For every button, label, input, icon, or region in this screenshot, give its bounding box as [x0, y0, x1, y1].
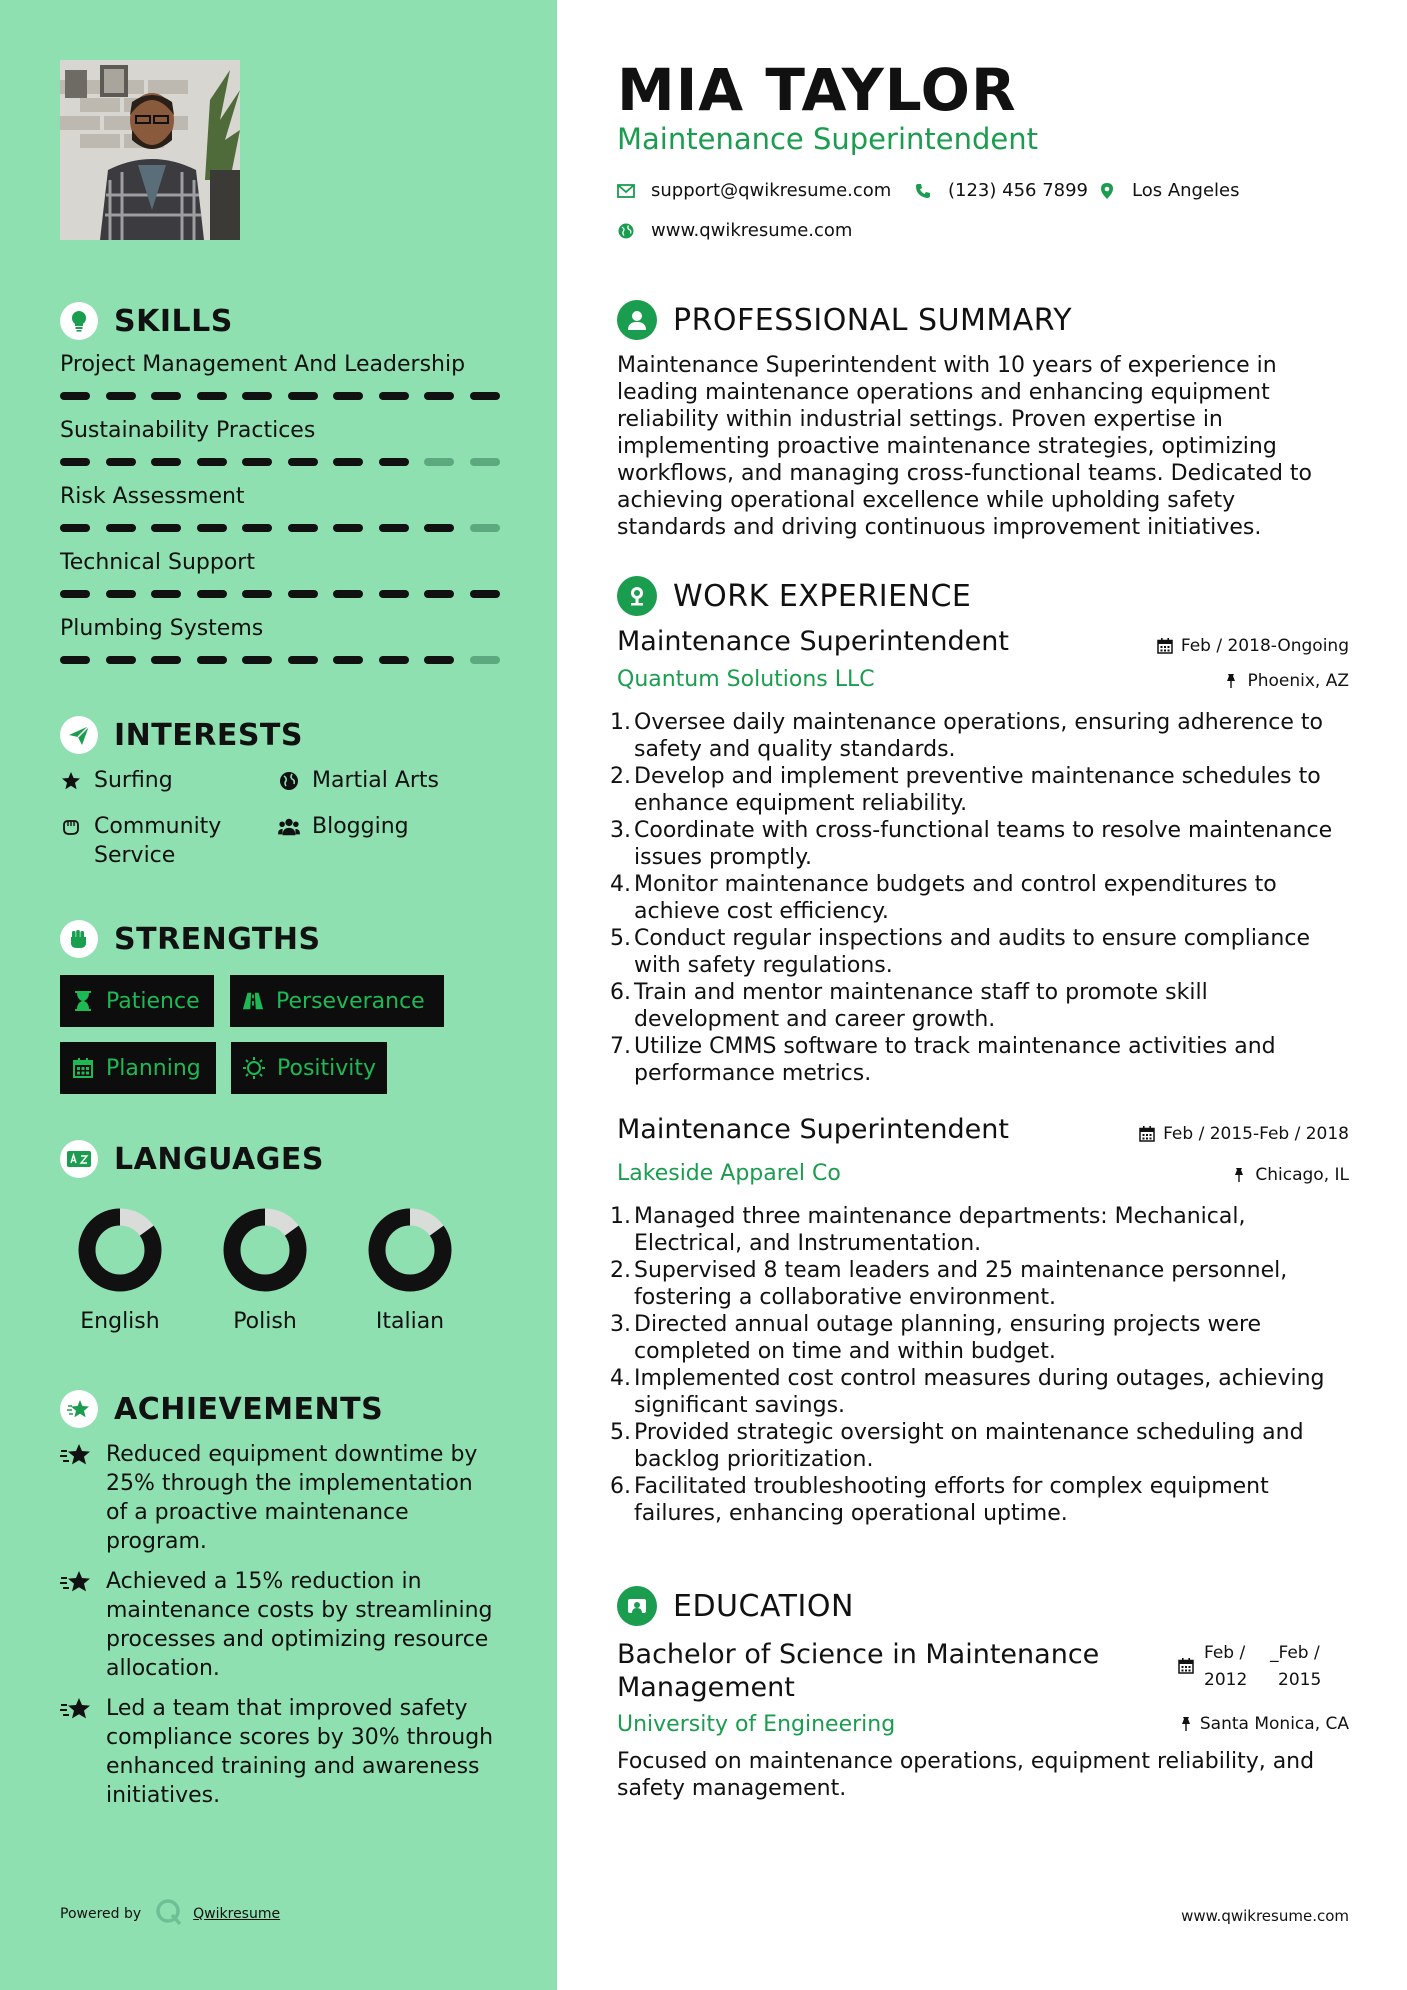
powered-by: [60, 1898, 280, 1930]
education-location-text: Santa Monica, CA: [1199, 1714, 1349, 1734]
language-gauge: [75, 1205, 165, 1295]
duty-number: 1.: [610, 710, 631, 735]
skill-segment-filled: [151, 458, 181, 466]
job-location: [1223, 671, 1349, 691]
skill-rating-bar: [60, 656, 500, 664]
envelope-icon: [617, 182, 635, 200]
job-dates-text: Feb / 2015-Feb / 2018: [1163, 1124, 1349, 1144]
skill-segment-filled: [379, 656, 409, 664]
skill-segment-filled: [106, 590, 136, 598]
duty-number: 3.: [610, 818, 631, 843]
duty-item: [610, 1419, 1350, 1473]
duty-item: [610, 1473, 1350, 1527]
duty-item: [610, 979, 1350, 1033]
skill-segment-filled: [424, 524, 454, 532]
phone-text[interactable]: (123) 456 7899: [948, 180, 1089, 201]
achievements-title: ACHIEVEMENTS: [114, 1391, 384, 1427]
duty-list: [610, 709, 1350, 1087]
job-title: Maintenance Superintendent: [617, 626, 1009, 657]
skill-segment-filled: [106, 458, 136, 466]
graduation-icon: [617, 1586, 657, 1626]
sun-icon: [243, 1057, 265, 1079]
job-dates-text: Feb / 2018-Ongoing: [1180, 636, 1349, 656]
start-month: Feb /: [1204, 1643, 1246, 1663]
skill-segment-filled: [60, 458, 90, 466]
interest-label: Blogging: [312, 814, 409, 839]
duty-text: Implemented cost control measures during outages, achieving significant savings.: [634, 1366, 1325, 1418]
strength-label: Perseverance: [276, 988, 425, 1014]
language-label: Polish: [233, 1309, 297, 1334]
skill-segment-filled: [197, 524, 227, 532]
calendar-icon: [1178, 1640, 1194, 1694]
skill-segment-filled: [197, 458, 227, 466]
paper-plane-icon: [60, 716, 98, 754]
duty-item: [610, 709, 1350, 763]
interest-item: [278, 812, 409, 841]
skill-rating-bar: [60, 590, 500, 598]
skill-segment-filled: [242, 524, 272, 532]
duty-item: [610, 1365, 1350, 1419]
footer-website[interactable]: www.qwikresume.com: [1181, 1907, 1349, 1925]
skill-segment-filled: [197, 656, 227, 664]
globe-icon: [278, 766, 300, 795]
strengths-title: STRENGTHS: [114, 921, 321, 957]
location-text: Los Angeles: [1132, 180, 1240, 201]
duty-text: Managed three maintenance departments: Mechanical, Electrical, and Instrumentation.: [634, 1204, 1246, 1256]
skill-segment-filled: [60, 590, 90, 598]
interest-label: Community Service: [94, 814, 222, 868]
users-icon: [278, 812, 300, 841]
strength-label: Planning: [106, 1055, 201, 1081]
skill-rating-bar: [60, 524, 500, 532]
calendar-icon: [72, 1057, 94, 1079]
duty-text: Coordinate with cross-functional teams to resolve maintenance issues promptly.: [634, 818, 1333, 870]
skill-segment-filled: [470, 590, 500, 598]
skills-title: SKILLS: [114, 303, 233, 339]
skill-segment-filled: [151, 524, 181, 532]
achievement-item: [60, 1440, 500, 1556]
skill-segment-filled: [424, 590, 454, 598]
skill-label: Sustainability Practices: [60, 418, 316, 443]
languages-title: LANGUAGES: [114, 1141, 324, 1177]
experience-title: WORK EXPERIENCE: [673, 578, 972, 614]
duty-item: [610, 763, 1350, 817]
strength-tag: [231, 1042, 387, 1094]
skill-segment-filled: [333, 458, 363, 466]
briefcase-icon: [617, 576, 657, 616]
award-star-icon: [60, 1694, 92, 1810]
duty-number: 6.: [610, 980, 631, 1005]
contact-website: [617, 220, 852, 241]
duty-number: 6.: [610, 1474, 631, 1499]
pin-icon: [1223, 673, 1239, 689]
candidate-role: Maintenance Superintendent: [617, 122, 1038, 156]
skill-segment-empty: [470, 524, 500, 532]
duty-item: [610, 925, 1350, 979]
degree-title: Bachelor of Science in Maintenance Management: [617, 1639, 1100, 1703]
duty-item: [610, 1033, 1350, 1087]
skill-label: Plumbing Systems: [60, 616, 264, 641]
contact-email: [617, 180, 891, 201]
skill-segment-filled: [288, 524, 318, 532]
map-pin-icon: [1098, 182, 1116, 200]
duty-text: Directed annual outage planning, ensuring projects were completed on time and within budget.: [634, 1312, 1262, 1364]
duty-number: 5.: [610, 926, 631, 951]
job-title: Maintenance Superintendent: [617, 1114, 1009, 1145]
duty-text: Provided strategic oversight on maintenance scheduling and backlog prioritization.: [634, 1420, 1304, 1472]
language-item: [60, 1205, 180, 1334]
skill-label: Project Management And Leadership: [60, 352, 466, 377]
skill-label: Risk Assessment: [60, 484, 245, 509]
duty-number: 2.: [610, 1258, 631, 1283]
skill-segment-filled: [151, 656, 181, 664]
duty-number: 7.: [610, 1034, 631, 1059]
skill-segment-filled: [151, 590, 181, 598]
education-title: EDUCATION: [673, 1588, 854, 1624]
duty-number: 2.: [610, 764, 631, 789]
contact-location: [1098, 180, 1240, 201]
lightbulb-icon: [60, 302, 98, 340]
powered-by-text: Powered by: [60, 1906, 142, 1922]
pin-icon: [1180, 1716, 1192, 1732]
duty-text: Facilitated troubleshooting efforts for complex equipment failures, enhancing operational uptime.: [634, 1474, 1269, 1526]
duty-text: Conduct regular inspections and audits to ensure compliance with safety regulations.: [634, 926, 1310, 978]
duty-text: Train and mentor maintenance staff to promote skill development and career growth.: [634, 980, 1208, 1032]
skill-segment-filled: [60, 524, 90, 532]
interest-label: Martial Arts: [312, 768, 440, 793]
strengths-heading: [60, 920, 321, 958]
skill-segment-filled: [60, 656, 90, 664]
skill-segment-filled: [333, 590, 363, 598]
award-star-icon: [60, 1440, 92, 1556]
education-start: [1204, 1640, 1260, 1694]
skill-segment-empty: [424, 458, 454, 466]
skill-label: Technical Support: [60, 550, 255, 575]
skill-segment-filled: [379, 458, 409, 466]
skill-segment-filled: [106, 524, 136, 532]
contact-phone: [914, 180, 1088, 201]
skill-segment-filled: [106, 392, 136, 400]
duty-list: [610, 1203, 1350, 1527]
interests-heading: [60, 716, 303, 754]
skill-segment-filled: [106, 656, 136, 664]
skill-segment-filled: [379, 524, 409, 532]
achievement-text: Reduced equipment downtime by 25% through the implementation of a proactive maintenance program.: [106, 1442, 478, 1554]
skill-segment-filled: [470, 392, 500, 400]
languages-heading: [60, 1140, 324, 1178]
language-icon: [60, 1140, 98, 1178]
language-item: [350, 1205, 470, 1334]
award-star-icon: [60, 1390, 98, 1428]
education-description: Focused on maintenance operations, equipment reliability, and safety management.: [617, 1749, 1315, 1801]
duty-item: [610, 1203, 1350, 1257]
duty-number: 4.: [610, 872, 631, 897]
qwikresume-link[interactable]: Qwikresume: [193, 1906, 281, 1922]
star-icon: [60, 766, 82, 795]
duty-number: 4.: [610, 1366, 631, 1391]
job-dates: [1139, 1124, 1349, 1144]
language-label: Italian: [375, 1309, 445, 1334]
skill-segment-filled: [242, 656, 272, 664]
strength-tag: [60, 975, 214, 1027]
skill-segment-filled: [288, 656, 318, 664]
company-name: Lakeside Apparel Co: [617, 1161, 841, 1186]
skill-segment-empty: [470, 656, 500, 664]
skill-rating-bar: [60, 458, 500, 466]
duty-item: [610, 817, 1350, 871]
education-dates: [1178, 1640, 1321, 1694]
skill-segment-filled: [242, 590, 272, 598]
duty-number: 3.: [610, 1312, 631, 1337]
skill-segment-filled: [151, 392, 181, 400]
skill-segment-filled: [379, 590, 409, 598]
user-icon: [617, 300, 657, 340]
skill-segment-filled: [424, 392, 454, 400]
interest-item: [278, 766, 439, 795]
interests-title: INTERESTS: [114, 717, 303, 753]
skill-segment-filled: [333, 524, 363, 532]
summary-text: Maintenance Superintendent with 10 years of experience in leading maintenance operations and enhancing equipment reliability within industrial settings. Proven expertise in implementing proactive maintenance strategies, optimizing workflows, and managing cross-functional teams. Dedicated to achieving operational excellence while upholding safety standards and driving continuous improvement initiatives.: [617, 353, 1312, 540]
skill-segment-empty: [470, 458, 500, 466]
globe-icon: [617, 222, 635, 240]
job-location-text: Chicago, IL: [1255, 1165, 1349, 1185]
duty-number: 1.: [610, 1204, 631, 1229]
end-month: _Feb /: [1270, 1643, 1320, 1663]
achievement-text: Led a team that improved safety compliance scores by 30% through enhanced training and awareness initiatives.: [106, 1696, 494, 1808]
skill-segment-filled: [288, 392, 318, 400]
award-star-icon: [60, 1567, 92, 1683]
strength-label: Patience: [106, 988, 200, 1014]
company-name: Quantum Solutions LLC: [617, 667, 875, 692]
duty-text: Monitor maintenance budgets and control expenditures to achieve cost efficiency.: [634, 872, 1277, 924]
qwikresume-logo-icon: [155, 1898, 183, 1930]
start-year: 2012: [1204, 1670, 1248, 1690]
skills-heading: [60, 302, 233, 340]
calendar-icon: [1157, 638, 1173, 654]
skill-segment-filled: [424, 656, 454, 664]
summary-heading: [617, 300, 1072, 340]
achievement-text: Achieved a 15% reduction in maintenance costs by streamlining processes and optimizing resource allocation.: [106, 1569, 493, 1681]
profile-photo: [60, 60, 240, 240]
achievements-heading: [60, 1390, 383, 1428]
duty-item: [610, 1257, 1350, 1311]
interest-item: [60, 812, 260, 870]
fist-icon: [60, 920, 98, 958]
language-label: English: [80, 1309, 160, 1334]
duty-number: 5.: [610, 1420, 631, 1445]
strength-tag: [230, 975, 444, 1027]
interest-label: Surfing: [94, 768, 173, 793]
hourglass-icon: [72, 990, 94, 1012]
road-icon: [242, 990, 264, 1012]
candidate-name: MIA TAYLOR: [617, 56, 1017, 124]
duty-text: Utilize CMMS software to track maintenance activities and performance metrics.: [634, 1034, 1276, 1086]
skill-segment-filled: [197, 392, 227, 400]
language-gauge: [220, 1205, 310, 1295]
duty-text: Supervised 8 team leaders and 25 maintenance personnel, fostering a collaborative environment.: [634, 1258, 1288, 1310]
education-location: [1180, 1714, 1349, 1734]
skill-segment-filled: [60, 392, 90, 400]
calendar-icon: [1139, 1126, 1155, 1142]
skill-segment-filled: [333, 656, 363, 664]
skill-segment-filled: [197, 590, 227, 598]
skill-segment-filled: [242, 458, 272, 466]
website-text[interactable]: www.qwikresume.com: [651, 220, 853, 241]
education-end: [1270, 1640, 1321, 1694]
email-text[interactable]: support@qwikresume.com: [651, 180, 892, 201]
strength-label: Positivity: [277, 1055, 377, 1081]
skill-segment-filled: [379, 392, 409, 400]
pin-icon: [1231, 1167, 1247, 1183]
sidebar: [0, 0, 557, 1990]
skill-segment-filled: [288, 458, 318, 466]
hand-icon: [60, 812, 82, 841]
skill-segment-filled: [333, 392, 363, 400]
end-year: 2015: [1278, 1670, 1322, 1690]
achievement-item: [60, 1694, 500, 1810]
duty-item: [610, 1311, 1350, 1365]
language-gauge: [365, 1205, 455, 1295]
experience-heading: [617, 576, 971, 616]
language-item: [205, 1205, 325, 1334]
interest-item: [60, 766, 173, 795]
education-heading: [617, 1586, 854, 1626]
job-location-text: Phoenix, AZ: [1247, 671, 1349, 691]
skill-segment-filled: [242, 392, 272, 400]
job-location: [1231, 1165, 1349, 1185]
duty-item: [610, 871, 1350, 925]
job-dates: [1157, 636, 1349, 656]
phone-icon: [914, 182, 932, 200]
strength-tag: [60, 1042, 216, 1094]
duty-text: Oversee daily maintenance operations, ensuring adherence to safety and quality standards.: [634, 710, 1323, 762]
summary-title: PROFESSIONAL SUMMARY: [673, 302, 1073, 338]
duty-text: Develop and implement preventive maintenance schedules to enhance equipment reliability.: [634, 764, 1321, 816]
achievement-item: [60, 1567, 500, 1683]
skill-rating-bar: [60, 392, 500, 400]
school-name: University of Engineering: [617, 1712, 896, 1737]
skill-segment-filled: [288, 590, 318, 598]
